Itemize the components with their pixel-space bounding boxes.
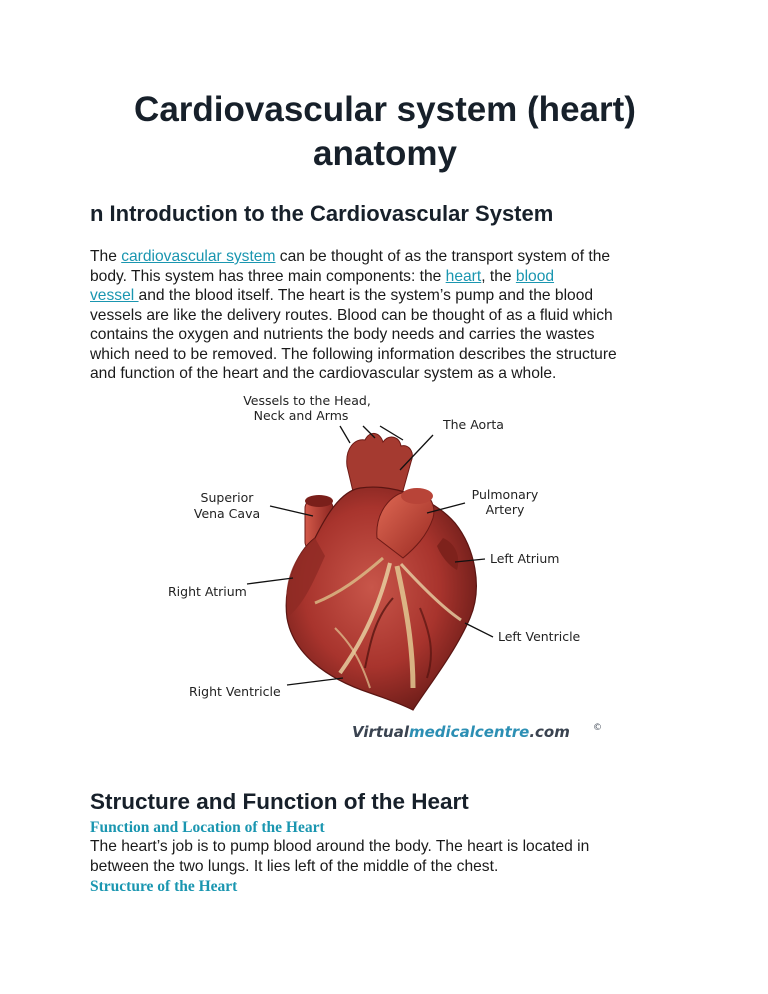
text-run: , the <box>481 267 516 285</box>
intro-line-6: which need to be removed. The following information describes the structure <box>90 345 617 363</box>
function-line-2: between the two lungs. It lies left of the middle of the chest. <box>90 857 499 875</box>
intro-line-2 <box>90 267 690 287</box>
label-right-atrium: Right Atrium <box>168 584 247 599</box>
label-left-ventricle: Left Ventricle <box>498 629 581 644</box>
intro-line-3 <box>90 286 690 306</box>
subheading-function-location: Function and Location of the Heart <box>90 819 325 836</box>
label-vessels-2: Neck and Arms <box>253 408 349 423</box>
text-run: can be thought of as the transport system of the <box>275 248 611 265</box>
label-svc-2: Vena Cava <box>193 506 261 521</box>
heart-link[interactable]: heart <box>445 267 482 285</box>
intro-heading: n Introduction to the Cardiovascular System <box>90 201 554 226</box>
label-right-ventricle: Right Ventricle <box>189 684 281 699</box>
intro-line-4: vessels are like the delivery routes. Blood can be thought of as a fluid which <box>90 306 613 324</box>
subheading-structure: Structure of the Heart <box>90 878 238 895</box>
blood-link[interactable]: blood <box>515 267 555 285</box>
vessel-link[interactable]: vessel <box>90 287 139 304</box>
label-vessels-1: Vessels to the Head, <box>243 393 371 408</box>
watermark-text: Virtualmedicalcentre.com <box>352 723 570 741</box>
structure-heading: Structure and Function of the Heart <box>90 789 469 814</box>
intro-line-7: and function of the heart and the cardiovascular system as a whole. <box>90 365 557 382</box>
intro-paragraph <box>90 247 690 384</box>
function-line-1: The heart’s job is to pump blood around the body. The heart is located in <box>90 838 590 855</box>
page-title <box>90 88 680 176</box>
cardiovascular-system-link[interactable]: cardiovascular system <box>121 248 276 265</box>
label-svc-1: Superior <box>200 490 254 505</box>
watermark-copyright: © <box>593 723 602 733</box>
label-pulmonary-2: Artery <box>485 502 525 517</box>
heart-diagram <box>165 388 605 750</box>
text-run: The <box>90 248 122 265</box>
title-line-1: Cardiovascular system (heart) <box>134 90 636 129</box>
label-left-atrium: Left Atrium <box>490 551 560 566</box>
text-run: body. This system has three main components: the <box>90 267 446 285</box>
intro-line-1 <box>90 247 690 267</box>
function-paragraph <box>90 837 690 876</box>
watermark-logo <box>352 723 602 741</box>
label-aorta: The Aorta <box>443 417 504 432</box>
text-run: and the blood itself. The heart is the system’s pump and the blood <box>138 287 594 304</box>
title-line-2: anatomy <box>313 134 457 173</box>
heart-illustration <box>286 433 476 710</box>
intro-line-5: contains the oxygen and nutrients the body needs and carries the wastes <box>90 326 595 343</box>
label-pulmonary-1: Pulmonary <box>471 487 539 502</box>
